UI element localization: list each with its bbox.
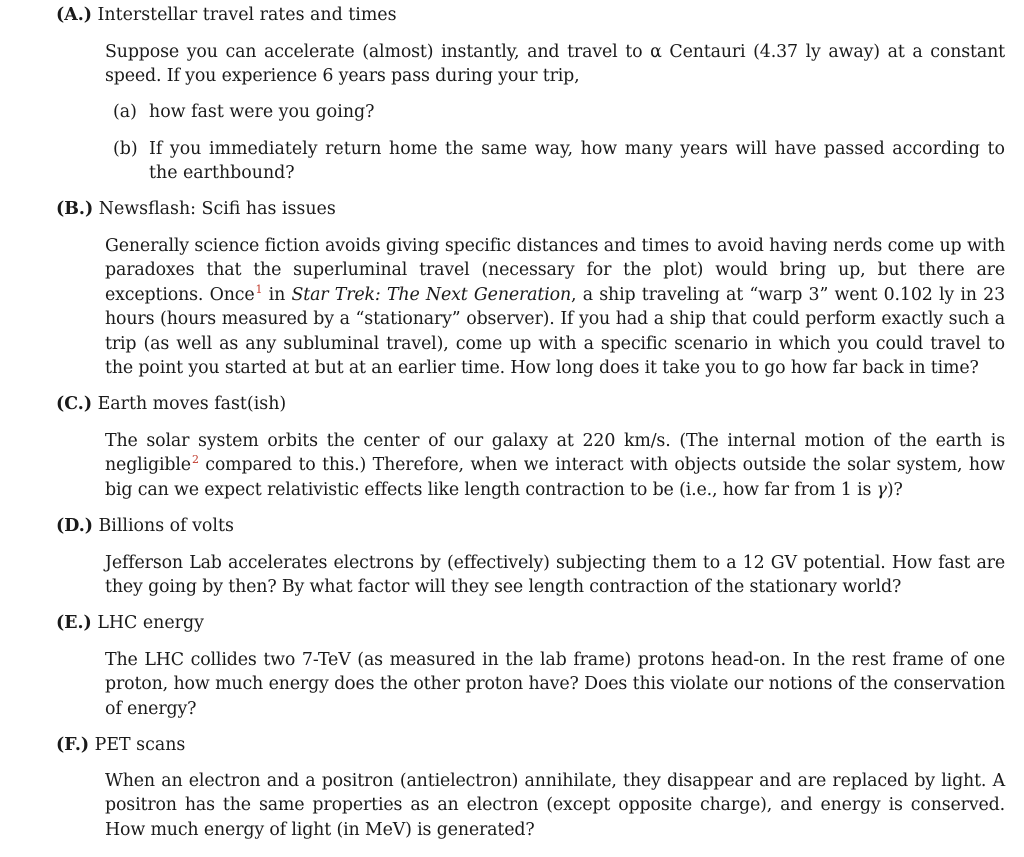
section-f-body: When an electron and a positron (antielectron) annihilate, they disappear and are replaced by light. A positron has the same properties as an electron (except opposite charge), and energy is conserved. How much energy of light (in MeV) is generated? xyxy=(105,771,1005,840)
section-b-title: Newsflash: Scifi has issues xyxy=(98,199,336,219)
section-b-heading xyxy=(56,197,336,221)
gamma-symbol: γ xyxy=(876,479,887,500)
section-d-title: Billions of volts xyxy=(98,516,234,536)
section-e-label: (E.) xyxy=(56,613,92,633)
item-label: (a) xyxy=(113,102,137,122)
section-c-title: Earth moves fast(ish) xyxy=(97,394,287,414)
section-e-title: LHC energy xyxy=(97,613,204,633)
section-f-heading xyxy=(56,733,185,757)
section-b-label: (B.) xyxy=(56,199,94,219)
section-a-heading xyxy=(56,3,397,27)
section-e-heading xyxy=(56,611,204,635)
section-b-text-part3: , a ship traveling at “warp 3” went 0.102 ly in 23 hours (hours measured by a “stationary” observer). If you had a ship that could perform exactly such a trip (as well as any subluminal travel), come up with a specific scenario in which you could travel to the point you started at but at an earlier time. How long does it take you to go how far back in time? xyxy=(105,284,1005,379)
footnote-2-marker[interactable]: 2 xyxy=(191,453,199,467)
section-f-label: (F.) xyxy=(56,735,90,755)
item-label: (b) xyxy=(113,139,138,159)
section-b-text-part1: Generally science fiction avoids giving specific distances and times to avoid having nerds come up with paradoxes that the superluminal travel (necessary for the plot) would bring up, but there are exceptions. Once xyxy=(105,236,1005,305)
item-text: how fast were you going? xyxy=(149,102,375,122)
section-d-label: (D.) xyxy=(56,516,93,536)
section-f-title: PET scans xyxy=(94,735,186,755)
section-d-body: Jefferson Lab accelerates electrons by (effectively) subjecting them to a 12 GV potential. How fast are they going by then? By what factor will they see length contraction of the stationary world? xyxy=(105,553,1005,598)
item-text: If you immediately return home the same way, how many years will have passed according to the earthbound? xyxy=(149,139,1005,184)
section-e-body: The LHC collides two 7-TeV (as measured in the lab frame) protons head-on. In the rest frame of one proton, how much energy does the other proton have? Does this violate our notions of the conservation of energy? xyxy=(105,650,1005,719)
section-a-title: Interstellar travel rates and times xyxy=(97,5,397,25)
section-c-text-part3: )? xyxy=(886,479,903,500)
footnote-1-marker[interactable]: 1 xyxy=(255,282,263,296)
show-title: Star Trek: The Next Generation xyxy=(291,284,572,305)
section-b-body xyxy=(105,234,1005,380)
section-d-heading xyxy=(56,514,234,538)
section-a-intro: Suppose you can accelerate (almost) instantly, and travel to α Centauri (4.37 ly away) at a constant speed. If you experience 6 years pass during your trip, xyxy=(105,42,1005,87)
section-c-body xyxy=(105,429,1005,502)
section-c-heading xyxy=(56,392,286,416)
section-c-label: (C.) xyxy=(56,394,93,414)
section-c-text-part1: The solar system orbits the center of our galaxy at 220 km/s. (The internal motion of the earth is negligible xyxy=(105,431,1005,476)
section-a-label: (A.) xyxy=(56,5,93,25)
section-c-text-part2: compared to this.) Therefore, when we interact with objects outside the solar system, how big can we expect relativistic effects like length contraction to be (i.e., how far from 1 is xyxy=(105,455,1005,500)
section-b-text-part2: in xyxy=(262,284,292,305)
